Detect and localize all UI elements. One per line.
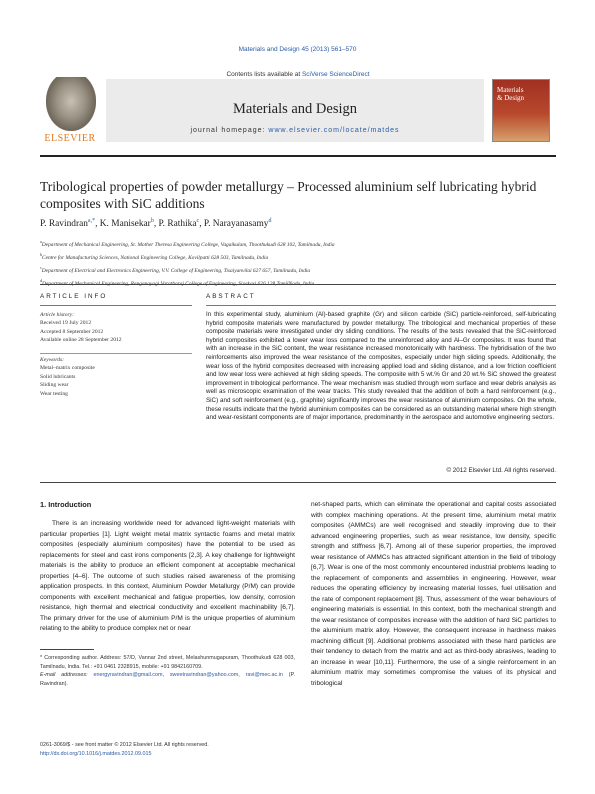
keywords-block xyxy=(40,356,192,398)
email-label: E-mail addresses: xyxy=(40,672,94,679)
elsevier-tree-icon xyxy=(46,77,96,131)
journal-band xyxy=(106,79,484,142)
intro-left-column: There is an increasing worldwide need for advanced light-weight materials with particular properties [1]. Light weight metal matrix syntactic foams and metal matrix composites (especially aluminium composites) have the potential to be used as replacements for steel and cast irons components [2,3]. A key challenge for lightweight materials is the ability to produce an efficient component at acceptable mechanical properties [4–6]. The outcome of such studies raised awareness of the promising application prospects. In this context, Aluminium Powder Metallurgy (P/M) can provide components with excellent mechanical and fatigue properties, low density, corrosion resistance, high thermal and electrical conductivity and excellent machinability [6,7]. The primary driver for the use of aluminium P/M is the unique properties of aluminium relating to the ability to produce complex net or near xyxy=(40,520,295,632)
author-affiliation-mark[interactable]: d xyxy=(268,218,272,224)
keyword-item: Metal–matrix composite xyxy=(40,365,95,372)
author-affiliation-mark[interactable]: b xyxy=(150,218,154,224)
keyword-item: Sliding wear xyxy=(40,382,69,389)
contents-line xyxy=(40,71,556,78)
front-matter xyxy=(40,741,295,758)
email-link[interactable]: sweetravindran@yahoo.com xyxy=(169,672,239,679)
author-name[interactable]: P. Ravindran xyxy=(40,219,88,230)
author-separator: , xyxy=(153,219,159,230)
cover-line-2: & Design xyxy=(497,94,525,102)
affiliation-mark: a xyxy=(40,239,42,244)
journal-reference[interactable]: Materials and Design 45 (2013) 561–570 xyxy=(238,46,357,53)
abstract-bottom-rule xyxy=(40,482,556,483)
email-separator: , xyxy=(238,672,246,679)
cover-title xyxy=(497,86,524,102)
sciverse-link[interactable]: SciVerse ScienceDirect xyxy=(301,71,370,78)
abstract-copyright: © 2012 Elsevier Ltd. All rights reserved. xyxy=(446,467,556,474)
email-link[interactable]: energyravindran@gmail.com xyxy=(93,672,163,679)
keywords-heading: Keywords: xyxy=(40,357,65,363)
author-name[interactable]: P. Rathika xyxy=(158,219,197,230)
journal-title: Materials and Design xyxy=(232,101,358,117)
affiliation-mark: c xyxy=(40,265,42,271)
homepage-prefix: journal homepage: xyxy=(190,127,269,134)
elsevier-logo xyxy=(40,77,100,151)
corresponding-author-footnote xyxy=(40,654,295,688)
history-received: Received 19 July 2012 xyxy=(40,320,92,327)
keyword-item: Solid lubricants xyxy=(40,373,76,380)
elsevier-wordmark: ELSEVIER xyxy=(44,133,96,144)
issn-line: 0261-3069/$ - see front matter © 2012 Elsevier Ltd. All rights reserved. xyxy=(40,742,209,748)
homepage-url[interactable]: www.elsevier.com/locate/matdes xyxy=(268,127,400,134)
affiliation-text: Department of Mechanical Engineering, St. Mother Theresa Engineering College, Vagaikulam, Thoothukudi 628 102, Tamilnadu, India xyxy=(41,241,335,248)
history-accepted: Accepted 8 September 2012 xyxy=(40,328,104,335)
intro-right-column: net-shaped parts, which can eliminate the operational and capital costs associated with complex machining operations. At the present time, aluminium metal matrix composites (AMMCs) are well recognised and steadily improving due to their advanced engineering properties, such as wear resistance, low density, specific strength and stiffness [6,7]. Among all of these superior properties, the improved wear resistance of AMMCs has attracted significant attention in the field of tribology [6,7]. Wear is one of the most commonly encountered industrial problems leading to the replacement of components and assemblies in engineering. However, wear reduces the operating efficiency by increasing material losses, fuel utilisation and the rate of component replacement [8]. Thus, assessment of the wear behaviours of engineering materials is essential. In this context, both the mechanical strength and the wear resistance of composites increase with the addition of hard SiC particles to the aluminium matrix alloy. However, the consequent increase in hardness makes machining difficult [9]. Additional problems associated with these hard particles are their tendency to detach from the matrix and act as third-body abrasives, leading to an increase in wear [10,11]. Furthermore, the use of a single reinforcement in an aluminium matrix may sometimes compromise the values of its physical and tribological xyxy=(311,501,556,687)
email-suffix: (P. Ravindran). xyxy=(40,672,295,687)
affiliation-mark: d xyxy=(40,278,42,284)
article-info-rule xyxy=(40,305,192,306)
author-affiliation-mark[interactable]: a,* xyxy=(87,218,96,224)
author-affiliation-mark[interactable]: c xyxy=(196,218,200,224)
author-separator: , xyxy=(199,219,204,230)
affiliations xyxy=(40,237,556,289)
affiliation-text: Department of Electrical and Electronics Engineering, V.V. College of Engineering, Tisaiyanvilai 627 657, Tamilnadu, India xyxy=(41,267,311,274)
article-history xyxy=(40,311,192,345)
cover-line-1: Materials xyxy=(497,86,524,94)
section-heading-introduction: 1. Introduction xyxy=(40,500,92,509)
article-title: Tribological properties of powder metallurgy – Processed aluminium self lubricating hybrid composites with SiC additions xyxy=(40,179,537,211)
history-online: Available online 28 September 2012 xyxy=(40,337,122,344)
keyword-item: Wear testing xyxy=(40,390,68,397)
footnote-address: * Corresponding author. Address: 57/D, Vannar 2nd street, Melashunmugapuram, Thoothukudi 628 003, Tamilnadu, India. Tel.: +91 0461 2328915, mobile: +91 9842160709. xyxy=(40,655,295,670)
doi-link[interactable]: http://dx.doi.org/10.1016/j.matdes.2012.09.015 xyxy=(40,750,152,757)
author-name[interactable]: K. Manisekar xyxy=(99,219,151,230)
journal-cover-thumbnail xyxy=(492,79,550,142)
abstract-rule xyxy=(206,305,556,306)
article-info-heading: ARTICLE INFO xyxy=(40,293,108,300)
keywords-rule xyxy=(40,353,192,354)
history-heading: Article history: xyxy=(40,312,75,318)
author-list xyxy=(40,218,556,229)
affiliation-item xyxy=(40,276,556,289)
header-rule xyxy=(40,155,556,157)
abstract-text: In this experimental study, aluminium (Al)-based graphite (Gr) and silicon carbide (SiC) particle-reinforced, self-lubricating hybrid composite materials were manufactured by powder metallurgy. The tribological and mechanical properties of these composite materials were investigated under dry sliding conditions. The results of the tests revealed that the SiC-reinforced hybrid composites exhibited a lower wear loss compared to the unreinforced alloy and Al–Gr composites. It was found that with an increase in the SiC content, the wear resistance increased monotonically with hardness. The hybridisation of the two reinforcements also improved the wear resistance of the composites, especially under high sliding speeds. Additionally, the wear loss of the hybrid composites decreased with increasing applied load and sliding distance, and a low friction coefficient and low wear loss were achieved at high sliding speeds. The composite with 5 wt.% Gr and 20 wt.% SiC showed the greatest improvement in tribological performance. The wear mechanism was studied through worn surface and wear debris analysis as well as microscopic examination of the wear tracks. This study revealed that the addition of both a hard reinforcement (e.g., SiC) and soft reinforcement (e.g., graphite) significantly improves the wear resistance of aluminium composites. On the whole, these results indicate that the hybrid aluminium composites can be considered as an outstanding material where high strength and wear-resistant components are of major importance, predominantly in the aerospace and automotive engineering sectors. xyxy=(206,311,556,422)
author-name[interactable]: P. Narayanasamy xyxy=(203,219,269,230)
section-divider xyxy=(40,284,556,285)
email-link[interactable]: ravi@mec.ac.in xyxy=(245,672,283,679)
author-separator: , xyxy=(95,219,100,230)
affiliation-text: Centre for Manufacturing Sciences, National Engineering College, Kovilpatti 628 503, Tamilnadu, India xyxy=(42,254,269,261)
affiliation-item xyxy=(40,237,556,250)
footnote-rule xyxy=(40,649,94,650)
affiliation-item xyxy=(40,263,556,276)
contents-prefix: Contents lists available at xyxy=(226,71,302,78)
abstract-heading: ABSTRACT xyxy=(206,293,256,300)
journal-header xyxy=(40,71,556,151)
email-separator: , xyxy=(162,672,170,679)
affiliation-mark: b xyxy=(40,252,42,258)
affiliation-item xyxy=(40,250,556,263)
journal-homepage xyxy=(106,127,484,134)
